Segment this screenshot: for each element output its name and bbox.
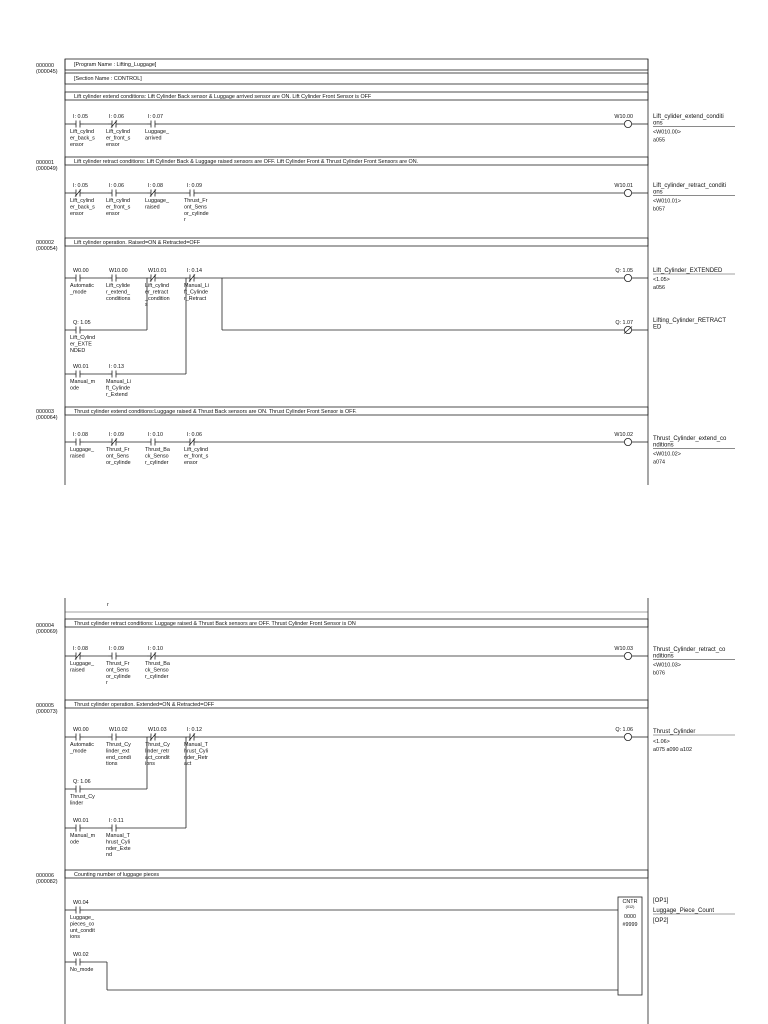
rung-5-contact-3-label: hrust_Cyli (184, 748, 208, 755)
rung-4-coil-name: Thrust_Cylinder_retract_co (653, 647, 726, 653)
rung-3-contact-0-label: Luggage_ (70, 447, 94, 453)
rung-3-coil-address: W10.02 (614, 432, 633, 438)
rung-3-contact-3-label: ensor (184, 459, 198, 466)
rung-4-coil-symbol (624, 652, 631, 659)
rung-2-coil2-address: Q: 1.07 (615, 320, 633, 326)
rung-3-coil-name: nditions (653, 442, 674, 449)
rung-3-contact-2-label: Thrust_Ba (145, 447, 170, 453)
rung-4-contact-2-address: I: 0.10 (148, 646, 163, 652)
carry-over-text: r (107, 602, 109, 608)
rung-5-comment: Thrust cylinder operation. Extended=ON & Retracted=OFF (74, 702, 215, 708)
rung-2-branch1-contact-label: NDED (70, 347, 86, 354)
rung-2-contact-1-label: conditions (106, 295, 131, 302)
rung-2-coil-name: Lift_Cylinder_EXTENDED (653, 268, 723, 274)
counter-block (618, 897, 642, 995)
rung-6-count-contact-label: ions (70, 934, 80, 941)
rung-1-number: 000001 (36, 160, 54, 166)
rung-0-coil-xref: a055 (653, 137, 665, 144)
rung-3-coil-name: Thrust_Cylinder_extend_co (653, 436, 727, 442)
rung-0-coil-symbol (624, 120, 631, 127)
rung-4-comment: Thrust cylinder retract conditions: Luggage raised & Thrust Back sensors are OFF. Thrust Cylinder Front Sensor is ON (74, 621, 356, 627)
rung-5-branch2-contact-1-label: Manual_T (106, 833, 130, 839)
rung-6-reset-contact-address: W0.02 (73, 952, 89, 958)
rung-4-contact-0-label: raised (70, 667, 85, 674)
rung-5-branch2-contact-1-label: hrust_Cyli (106, 839, 130, 846)
rung-3-contact-2-label: ck_Senso (145, 453, 169, 460)
rung-4-contact-1-label: ont_Sens (106, 667, 129, 674)
counter-op2: #9999 (622, 922, 638, 928)
rung-5-coil-symbol (624, 733, 631, 740)
rung-5-step: (000073) (36, 709, 58, 715)
rung-4-contact-1-address: I: 0.09 (109, 646, 124, 652)
rung-2-contact-2-address: W10.01 (148, 268, 167, 274)
rung-1-contact-3-address: I: 0.09 (187, 183, 202, 189)
rung-4-coil-address: W10.03 (614, 646, 633, 652)
rung-5-branch2-contact-0-address: W0.01 (73, 818, 89, 824)
rung-0-contact-2-label: arrived (145, 135, 162, 142)
rung-0-comment: Lift cylinder extend conditions: Lift Cylinder Back sensor & Luggage arrived sensor are ON. Lift Cylinder Front Sensor is OFF (74, 94, 372, 100)
rung-6-number: 000006 (36, 873, 54, 879)
rung-3-comment: Thrust cylinder extend conditions:Luggage raised & Thrust Back sensors are ON. Thrust Cylinder Front Sensor is OFF. (74, 409, 357, 415)
rung-6-count-contact-label: unt_condit (70, 927, 95, 934)
rung-1-coil-name: Lift_cylinder_retract_conditi (653, 183, 727, 189)
rung-3-contact-1-label: Thrust_Fr (106, 447, 130, 453)
rung-5-branch2-contact-0-label: Manual_m (70, 833, 96, 839)
rung-2-coil2-name: ED (653, 324, 662, 331)
rung-4-coil-xref: b076 (653, 670, 665, 677)
rung-3-contact-0-address: I: 0.08 (73, 432, 88, 438)
rung-5-contact-2-address: W10.03 (148, 727, 167, 733)
rung-1-contact-1-label: Lift_cylind (106, 198, 130, 204)
rung-5-branch2-contact-0-label: ode (70, 839, 79, 846)
rung-5-coil-ref: <1.06> (653, 739, 670, 745)
rung-2-branch2-contact-1-label: ft_Cylinde (106, 385, 130, 392)
rung-1-coil-ref: <W010.01> (653, 198, 681, 205)
rung-1-contact-2-label: raised (145, 204, 160, 211)
rung-0-contact-2-label: Luggage_ (145, 129, 169, 135)
rung-2-step: (000054) (36, 246, 58, 252)
rung-2-branch2-contact-0-address: W0.01 (73, 364, 89, 370)
rung-5-branch1-contact-label: linder (70, 800, 84, 807)
rung-3-contact-3-address: I: 0.06 (187, 432, 202, 438)
rung-5-branch2-contact-1-label: nd (106, 852, 112, 859)
rung-5-contact-2-label: ions (145, 761, 155, 768)
rung-4-contact-0-address: I: 0.08 (73, 646, 88, 652)
rung-2-coil-ref: <1.05> (653, 277, 670, 283)
rung-3-contact-2-label: r_cylinder (145, 459, 169, 466)
rung-0-contact-1-label: er_front_s (106, 135, 131, 142)
rung-5-contact-3-address: I: 0.12 (187, 727, 202, 733)
rung-6-reset-contact-label: No_mode (70, 967, 94, 973)
rung-4-contact-2-label: Thrust_Ba (145, 661, 170, 667)
rung-1-contact-2-label: Luggage_ (145, 198, 169, 204)
rung-0-contact-0-label: Lift_cylind (70, 129, 94, 135)
rung-4-contact-0-label: Luggage_ (70, 661, 94, 667)
rung-2-contact-0-label: Automatic (70, 283, 94, 289)
rung-5-coil-address: Q: 1.06 (615, 727, 633, 733)
rung-2-coil-address: Q: 1.05 (615, 268, 633, 274)
rung-2-coil-xref: a056 (653, 285, 665, 291)
rung-4-contact-1-label: or_cylinde (106, 673, 131, 680)
rung-2-branch2-contact-0-label: ode (70, 385, 79, 392)
rung-4-contact-1-label: Thrust_Fr (106, 661, 130, 667)
rung-2-contact-2-label: s (145, 302, 148, 309)
rung-5-contact-2-label: Thrust_Cy (145, 742, 170, 748)
rung-0-coil-name: ons (653, 120, 663, 127)
rung-1-contact-2-address: I: 0.08 (148, 183, 163, 189)
rung-5-contact-1-label: end_condi (106, 754, 131, 761)
rung-5-number: 000005 (36, 703, 54, 709)
rung-5-contact-0-label: _mode (70, 748, 87, 755)
rung-3-contact-2-address: I: 0.10 (148, 432, 163, 438)
rung-0-step: (000045) (36, 69, 58, 75)
rung-3-number: 000003 (36, 409, 54, 415)
rung-4-number: 000004 (36, 623, 54, 629)
rung-2-contact-3-label: Manual_Li (184, 283, 209, 289)
rung-2-number: 000002 (36, 240, 54, 246)
rung-2-contact-2-label: er_retract (145, 289, 169, 296)
rung-3-contact-1-label: ont_Sens (106, 453, 129, 460)
rung-5-contact-0-label: Automatic (70, 742, 94, 748)
rung-0-contact-2-address: I: 0.07 (148, 114, 163, 120)
rung-3-contact-1-label: or_cylinde (106, 459, 131, 466)
rung-3-contact-3-label: Lift_cylind (184, 447, 208, 453)
rung-2-branch2-contact-0-label: Manual_m (70, 379, 96, 385)
rung-1-step: (000049) (36, 166, 58, 172)
rung-5-coil-name: Thrust_Cylinder (653, 729, 696, 735)
rung-0-contact-0-label: er_back_s (70, 135, 95, 142)
rung-1-coil-xref: b057 (653, 206, 665, 213)
rung-1-contact-1-address: I: 0.06 (109, 183, 124, 189)
rung-6-count-contact-address: W0.04 (73, 900, 89, 906)
rung-2-contact-1-label: Lift_cylide (106, 283, 130, 289)
rung-1-contact-3-label: r (184, 217, 186, 224)
rung-1-contact-3-label: or_cylinde (184, 210, 209, 217)
counter-title: CNTR (622, 899, 638, 905)
rung-3-coil-ref: <W010.02> (653, 451, 681, 458)
rung-2-branch2-contact-1-label: r_Extend (106, 391, 128, 398)
rung-5-branch1-contact-label: Thrust_Cy (70, 794, 95, 800)
rung-2-branch2-contact-1-label: Manual_Li (106, 379, 131, 385)
rung-0-contact-0-address: I: 0.05 (73, 114, 88, 120)
rung-4-coil-ref: <W010.03> (653, 662, 681, 669)
rung-1-contact-3-label: ont_Sens (184, 204, 207, 211)
rung-5-contact-3-label: act (184, 761, 192, 768)
rung-0-coil-address: W10.00 (614, 114, 633, 120)
counter-operand-name: Luggage_Piece_Count (653, 908, 715, 914)
rung-1-contact-1-label: ensor (106, 210, 120, 217)
rung-4-step: (000069) (36, 629, 58, 635)
section-name-box (65, 73, 648, 84)
rung-2-coil2-name: Lifting_Cylinder_RETRACT (653, 318, 727, 324)
rung-3-contact-1-address: I: 0.09 (109, 432, 124, 438)
rung-5-branch1-contact-address: Q: 1.06 (73, 779, 91, 785)
rung-2-branch1-contact-label: Lift_Cylind (70, 335, 96, 341)
rung-1-coil-symbol (624, 189, 631, 196)
rung-1-contact-0-label: Lift_cylind (70, 198, 94, 204)
counter-op1: 0000 (624, 914, 636, 920)
section-name: [Section Name : CONTROL] (74, 76, 142, 82)
rung-1-contact-1-label: er_front_s (106, 204, 131, 211)
rung-2-contact-1-label: r_extend_ (106, 289, 130, 296)
rung-3-step: (000064) (36, 415, 58, 421)
rung-5-contact-2-label: act_condit (145, 754, 170, 761)
rung-0-contact-1-label: Lift_cylind (106, 129, 130, 135)
rung-2-branch1-contact-address: Q: 1.05 (73, 320, 91, 326)
rung-1-comment: Lift cylinder retract conditions: Lift Cylinder Back & Luggage raised sensors are OFF. Lift Cylinder Front & Thrust Cylinder Front Sensors are ON. (74, 159, 419, 165)
rung-1-contact-0-label: ensor (70, 210, 84, 217)
rung-6-count-contact-label: Luggage_ (70, 915, 94, 921)
program-name: [Program Name : Lifting_Luggage] (74, 62, 157, 68)
rung-0-coil-ref: <W010.00> (653, 129, 681, 136)
rung-2-branch2-contact-1-address: I: 0.13 (109, 364, 124, 370)
rung-5-contact-1-label: tions (106, 761, 118, 768)
rung-1-contact-0-label: er_back_s (70, 204, 95, 211)
rung-2-contact-0-address: W0.00 (73, 268, 89, 274)
rung-1-contact-0-address: I: 0.05 (73, 183, 88, 189)
rung-3-coil-xref: a074 (653, 459, 665, 466)
rung-0-coil-name: Lift_cylider_extend_conditi (653, 114, 724, 120)
rung-5-contact-0-address: W0.00 (73, 727, 89, 733)
rung-3-coil-symbol (624, 438, 631, 445)
rung-5-contact-1-label: Thrust_Cy (106, 742, 131, 748)
rung-2-contact-1-address: W10.00 (109, 268, 128, 274)
counter-operand-label-2: [OP2] (653, 918, 669, 924)
counter-code: (012) (625, 905, 635, 909)
rung-5-contact-2-label: linder_retr (145, 748, 170, 755)
rung-6-step: (000082) (36, 879, 58, 885)
rung-0-contact-0-label: ensor (70, 141, 84, 148)
rung-2-comment: Lift cylinder operation. Raised=ON & Retracted=OFF (74, 240, 201, 246)
rung-2-contact-0-label: _mode (70, 289, 87, 296)
rung-6-count-contact-label: pieces_co (70, 921, 95, 928)
rung-3-contact-3-label: er_front_s (184, 453, 209, 460)
rung-4-contact-2-label: r_cylinder (145, 673, 169, 680)
rung-5-contact-1-address: W10.02 (109, 727, 128, 733)
counter-operand-label-1: [OP1] (653, 898, 669, 904)
rung-1-contact-3-label: Thrust_Fr (184, 198, 208, 204)
rung-2-branch1-contact-label: er_EXTE (70, 341, 92, 348)
rung-1-coil-address: W10.01 (614, 183, 633, 189)
rung-5-contact-3-label: Manual_T (184, 742, 208, 748)
rung-3-contact-0-label: raised (70, 453, 85, 460)
rung-2-contact-2-label: _condition (145, 295, 170, 302)
rung-2-contact-3-label: ft_Cylinde (184, 289, 208, 296)
rung-5-branch2-contact-1-label: nder_Exte (106, 845, 131, 852)
rung-5-coil-xref: a075 a090 a102 (653, 747, 692, 753)
rung-4-contact-1-label: r (106, 680, 108, 687)
rung-4-contact-2-label: ck_Senso (145, 667, 169, 674)
rung-5-contact-1-label: linder_ext (106, 748, 130, 755)
rung-5-contact-3-label: nder_Retr (184, 754, 208, 761)
rung-5-branch2-contact-1-address: I: 0.11 (109, 818, 124, 824)
rung-2-contact-2-label: Lift_cylind (145, 283, 169, 289)
rung-2-coil-symbol (624, 274, 631, 281)
rung-2-contact-3-address: I: 0.14 (187, 268, 202, 274)
rung-0-contact-1-address: I: 0.06 (109, 114, 124, 120)
rung-1-coil-name: ons (653, 189, 663, 196)
rung-6-comment: Counting number of luggage pieces (74, 872, 160, 878)
rung-4-coil-name: nditions (653, 653, 674, 660)
rung-0-number: 000000 (36, 63, 54, 69)
rung-0-contact-1-label: ensor (106, 141, 120, 148)
rung-2-contact-3-label: r_Retract (184, 295, 207, 302)
